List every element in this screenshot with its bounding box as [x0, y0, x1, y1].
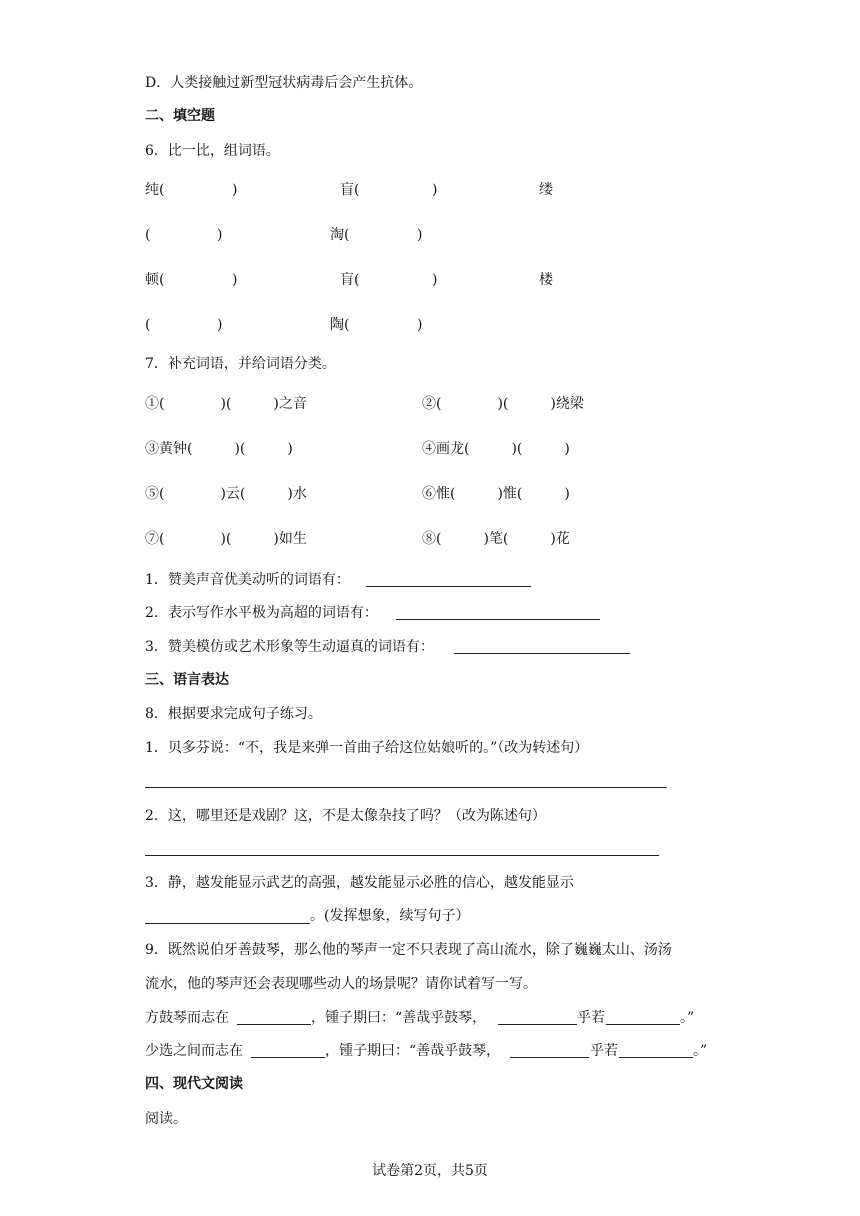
section3-heading: 三、语言表达: [145, 672, 229, 688]
q6-paren-close: ): [417, 317, 423, 333]
q6-mang-top: 盲(: [340, 182, 360, 198]
page-footer: 试卷第2页，共5页: [372, 1163, 488, 1179]
q8-sentence-2: 2．这，哪里还是戏剧？这，不是太像杂技了吗？（改为陈述句）: [145, 808, 546, 824]
q6-tao2: 陶(: [330, 317, 350, 333]
answer-line[interactable]: [145, 787, 667, 788]
answer-blank[interactable]: [454, 653, 630, 654]
answer-blank[interactable]: [251, 1057, 325, 1058]
q6-mang-bottom: 肓(: [340, 272, 360, 288]
q9-b-end: 。”: [693, 1043, 708, 1059]
answer-blank[interactable]: [498, 1024, 577, 1025]
q9-a-mid: ，锺子期曰：“善哉乎鼓琴，: [311, 1010, 487, 1026]
q7-item-8: ⑧( )笔( )花: [422, 531, 570, 547]
q6-prompt: 6．比一比，组词语。: [145, 143, 280, 159]
q9-b-ruo: 乎若: [590, 1043, 618, 1059]
q7-sub3: 3．赞美模仿或艺术形象等生动逼真的词语有：: [145, 639, 434, 655]
q6-paren-close: ): [432, 272, 438, 288]
q9-line-2: 流水，他的琴声还会表现哪些动人的场景呢？请你试着写一写。: [145, 976, 537, 992]
q6-tao: 淘(: [330, 227, 350, 243]
reading-label: 阅读。: [145, 1111, 187, 1127]
answer-blank[interactable]: [510, 1057, 589, 1058]
q9-b-mid: ，锺子期曰：“善哉乎鼓琴，: [325, 1043, 501, 1059]
q8-sentence-3: 3．静，越发能显示武艺的高强，越发能显示必胜的信心，越发能显示: [145, 875, 574, 891]
q8-prompt: 8．根据要求完成句子练习。: [145, 706, 322, 722]
q7-item-1: ①( )( )之音: [145, 396, 307, 412]
answer-line[interactable]: [145, 855, 659, 856]
q7-item-3: ③黄钟( )( ): [145, 441, 293, 457]
q7-item-4: ④画龙( )( ): [422, 441, 570, 457]
q7-item-7: ⑦( )( )如生: [145, 531, 307, 547]
q7-item-6: ⑥惟( )惟( ): [422, 486, 570, 502]
q6-dun: 顿(: [145, 272, 165, 288]
q6-chun: 纯(: [145, 182, 165, 198]
q8-sentence-3-tail: 。(发挥想象，续写句子）: [310, 908, 470, 924]
q9-a-ruo: 乎若: [577, 1010, 605, 1026]
q6-paren-close: ): [232, 182, 238, 198]
q6-paren-close: ): [217, 317, 223, 333]
answer-blank[interactable]: [366, 586, 531, 587]
answer-blank[interactable]: [145, 923, 310, 924]
q6-paren-close: ): [217, 227, 223, 243]
q6-lou-bottom: 楼: [539, 272, 553, 288]
q8-sentence-1: 1．贝多芬说：“不，我是来弹一首曲子给这位姑娘听的。”（改为转述句）: [145, 740, 589, 756]
q7-sub1: 1．赞美声音优美动听的词语有：: [145, 572, 350, 588]
q7-item-5: ⑤( )云( )水: [145, 486, 307, 502]
answer-blank[interactable]: [606, 1024, 680, 1025]
answer-blank[interactable]: [237, 1024, 311, 1025]
q9-a-end: 。”: [680, 1010, 695, 1026]
q7-sub2: 2．表示写作水平极为高超的词语有：: [145, 605, 378, 621]
answer-blank[interactable]: [396, 619, 600, 620]
q9-a-start: 方鼓琴而志在: [145, 1010, 229, 1026]
q6-paren-close: ): [417, 227, 423, 243]
q7-item-2: ②( )( )绕梁: [422, 396, 584, 412]
section2-heading: 二、填空题: [145, 108, 215, 124]
q9-b-start: 少选之间而志在: [145, 1043, 243, 1059]
q5-option-d: D．人类接触过新型冠状病毒后会产生抗体。: [145, 75, 423, 91]
q6-paren-open: (: [145, 227, 151, 243]
q6-paren-close: ): [432, 182, 438, 198]
q9-line-1: 9．既然说伯牙善鼓琴，那么他的琴声一定不只表现了高山流水，除了巍巍太山、汤汤: [145, 942, 672, 958]
q6-lou-top: 缕: [539, 182, 553, 198]
q6-paren-open: (: [145, 317, 151, 333]
section4-heading: 四、现代文阅读: [145, 1076, 243, 1092]
answer-blank[interactable]: [619, 1057, 693, 1058]
q6-paren-close: ): [232, 272, 238, 288]
q7-prompt: 7．补充词语，并给词语分类。: [145, 356, 336, 372]
